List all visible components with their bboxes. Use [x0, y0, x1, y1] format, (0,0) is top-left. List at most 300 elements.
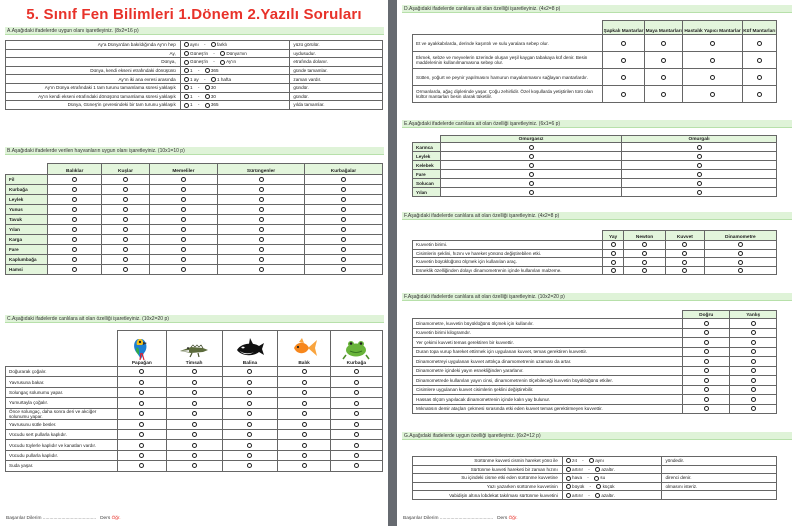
answer-circle[interactable]: [72, 237, 77, 242]
answer-circle[interactable]: [566, 467, 571, 472]
answer-cell[interactable]: [683, 328, 730, 338]
answer-cell[interactable]: [278, 387, 330, 397]
answer-cell[interactable]: [222, 461, 278, 471]
answer-cell[interactable]: [222, 450, 278, 460]
answer-circle[interactable]: [247, 411, 252, 416]
answer-circle[interactable]: [259, 247, 264, 252]
answer-circle[interactable]: [139, 401, 144, 406]
answer-circle[interactable]: [757, 58, 762, 63]
answer-circle[interactable]: [192, 369, 197, 374]
answer-cell[interactable]: [742, 86, 776, 103]
answer-cell[interactable]: [704, 258, 776, 267]
answer-cell[interactable]: [118, 419, 167, 429]
answer-cell[interactable]: [622, 152, 777, 161]
answer-cell[interactable]: [149, 185, 218, 195]
answer-circle[interactable]: [181, 257, 186, 262]
answer-cell[interactable]: [304, 265, 382, 275]
answer-circle[interactable]: [139, 422, 144, 427]
answer-cell[interactable]: [665, 258, 704, 267]
answer-cell[interactable]: [48, 205, 102, 215]
answer-circle[interactable]: [704, 330, 709, 335]
answer-cell[interactable]: [441, 143, 622, 152]
answer-cell[interactable]: [218, 215, 305, 225]
answer-circle[interactable]: [661, 75, 666, 80]
answer-cell[interactable]: [603, 241, 624, 250]
answer-cell[interactable]: [304, 215, 382, 225]
answer-circle[interactable]: [211, 42, 216, 47]
answer-circle[interactable]: [704, 349, 709, 354]
answer-cell[interactable]: [48, 175, 102, 185]
answer-cell[interactable]: [624, 241, 666, 250]
answer-circle[interactable]: [205, 68, 210, 73]
answer-cell[interactable]: [166, 429, 222, 439]
answer-cell[interactable]: [441, 188, 622, 197]
answer-circle[interactable]: [184, 103, 189, 108]
answer-circle[interactable]: [704, 406, 709, 411]
answer-cell[interactable]: [730, 357, 777, 367]
answer-cell[interactable]: [218, 175, 305, 185]
answer-cell[interactable]: [730, 338, 777, 348]
answer-circle[interactable]: [661, 41, 666, 46]
answer-circle[interactable]: [259, 257, 264, 262]
answer-cell[interactable]: [730, 376, 777, 386]
answer-circle[interactable]: [529, 154, 534, 159]
answer-cell[interactable]: [330, 367, 382, 377]
answer-circle[interactable]: [751, 340, 756, 345]
answer-cell[interactable]: [730, 385, 777, 395]
answer-circle[interactable]: [611, 251, 616, 256]
answer-circle[interactable]: [710, 41, 715, 46]
answer-cell[interactable]: [683, 35, 742, 52]
answer-cell[interactable]: [118, 461, 167, 471]
answer-cell[interactable]: [222, 367, 278, 377]
answer-cell[interactable]: [622, 170, 777, 179]
answer-cell[interactable]: [330, 429, 382, 439]
answer-circle[interactable]: [757, 92, 762, 97]
answer-circle[interactable]: [181, 237, 186, 242]
answer-circle[interactable]: [710, 58, 715, 63]
answer-circle[interactable]: [704, 321, 709, 326]
answer-circle[interactable]: [184, 68, 189, 73]
answer-circle[interactable]: [621, 41, 626, 46]
answer-circle[interactable]: [192, 401, 197, 406]
answer-circle[interactable]: [302, 432, 307, 437]
answer-circle[interactable]: [72, 217, 77, 222]
answer-cell[interactable]: [48, 235, 102, 245]
answer-cell[interactable]: [330, 440, 382, 450]
answer-circle[interactable]: [181, 247, 186, 252]
answer-circle[interactable]: [247, 443, 252, 448]
answer-circle[interactable]: [341, 177, 346, 182]
answer-cell[interactable]: [304, 195, 382, 205]
answer-cell[interactable]: [730, 319, 777, 329]
answer-cell[interactable]: [683, 395, 730, 405]
answer-circle[interactable]: [302, 463, 307, 468]
answer-circle[interactable]: [302, 390, 307, 395]
answer-circle[interactable]: [184, 77, 189, 82]
answer-cell[interactable]: [441, 152, 622, 161]
answer-circle[interactable]: [192, 443, 197, 448]
answer-circle[interactable]: [211, 77, 216, 82]
answer-cell[interactable]: [304, 225, 382, 235]
answer-circle[interactable]: [72, 187, 77, 192]
answer-circle[interactable]: [139, 390, 144, 395]
answer-circle[interactable]: [139, 432, 144, 437]
answer-cell[interactable]: [330, 419, 382, 429]
answer-circle[interactable]: [341, 187, 346, 192]
answer-circle[interactable]: [621, 75, 626, 80]
answer-cell[interactable]: [166, 419, 222, 429]
answer-cell[interactable]: [304, 205, 382, 215]
answer-circle[interactable]: [697, 163, 702, 168]
answer-cell[interactable]: [622, 143, 777, 152]
answer-cell[interactable]: [102, 255, 149, 265]
answer-circle[interactable]: [302, 369, 307, 374]
answer-circle[interactable]: [596, 484, 601, 489]
answer-circle[interactable]: [247, 401, 252, 406]
answer-cell[interactable]: [278, 408, 330, 419]
answer-circle[interactable]: [354, 463, 359, 468]
answer-cell[interactable]: [304, 255, 382, 265]
answer-circle[interactable]: [354, 432, 359, 437]
answer-cell[interactable]: [102, 175, 149, 185]
answer-circle[interactable]: [247, 463, 252, 468]
answer-cell[interactable]: [222, 408, 278, 419]
answer-cell[interactable]: [48, 245, 102, 255]
answer-cell[interactable]: [742, 69, 776, 86]
answer-circle[interactable]: [710, 75, 715, 80]
answer-circle[interactable]: [259, 217, 264, 222]
answer-cell[interactable]: [218, 255, 305, 265]
answer-cell[interactable]: [304, 245, 382, 255]
answer-cell[interactable]: [218, 185, 305, 195]
answer-cell[interactable]: [304, 185, 382, 195]
answer-cell[interactable]: [48, 215, 102, 225]
answer-cell[interactable]: [166, 440, 222, 450]
answer-circle[interactable]: [123, 187, 128, 192]
answer-cell[interactable]: [683, 376, 730, 386]
answer-circle[interactable]: [341, 247, 346, 252]
answer-cell[interactable]: [330, 450, 382, 460]
answer-cell[interactable]: [683, 366, 730, 376]
answer-cell[interactable]: [149, 215, 218, 225]
answer-cell[interactable]: [222, 377, 278, 387]
answer-circle[interactable]: [341, 267, 346, 272]
answer-cell[interactable]: [330, 398, 382, 408]
answer-cell[interactable]: [218, 225, 305, 235]
answer-cell[interactable]: [149, 195, 218, 205]
answer-cell[interactable]: [166, 408, 222, 419]
answer-circle[interactable]: [220, 60, 225, 65]
answer-cell[interactable]: [218, 265, 305, 275]
answer-cell[interactable]: [603, 258, 624, 267]
answer-cell[interactable]: [48, 195, 102, 205]
answer-circle[interactable]: [123, 197, 128, 202]
answer-cell[interactable]: [278, 440, 330, 450]
answer-cell[interactable]: [665, 266, 704, 275]
answer-circle[interactable]: [259, 187, 264, 192]
answer-cell[interactable]: [102, 235, 149, 245]
answer-circle[interactable]: [529, 163, 534, 168]
answer-circle[interactable]: [611, 260, 616, 265]
answer-cell[interactable]: [683, 357, 730, 367]
answer-cell[interactable]: [278, 367, 330, 377]
answer-cell[interactable]: [330, 387, 382, 397]
answer-circle[interactable]: [589, 458, 594, 463]
answer-circle[interactable]: [704, 368, 709, 373]
answer-circle[interactable]: [595, 493, 600, 498]
answer-circle[interactable]: [205, 85, 210, 90]
answer-cell[interactable]: [742, 52, 776, 69]
answer-circle[interactable]: [697, 172, 702, 177]
answer-cell[interactable]: [149, 225, 218, 235]
answer-cell[interactable]: [683, 404, 730, 414]
answer-circle[interactable]: [682, 260, 687, 265]
answer-circle[interactable]: [529, 145, 534, 150]
answer-cell[interactable]: [683, 347, 730, 357]
answer-cell[interactable]: [118, 429, 167, 439]
answer-circle[interactable]: [697, 190, 702, 195]
answer-circle[interactable]: [697, 145, 702, 150]
answer-cell[interactable]: [118, 387, 167, 397]
answer-cell[interactable]: [603, 69, 645, 86]
answer-circle[interactable]: [354, 422, 359, 427]
answer-cell[interactable]: [645, 52, 683, 69]
answer-circle[interactable]: [72, 247, 77, 252]
answer-cell[interactable]: [603, 35, 645, 52]
answer-cell[interactable]: [48, 185, 102, 195]
answer-circle[interactable]: [259, 197, 264, 202]
answer-circle[interactable]: [354, 453, 359, 458]
answer-circle[interactable]: [738, 268, 743, 273]
answer-circle[interactable]: [751, 406, 756, 411]
answer-circle[interactable]: [72, 207, 77, 212]
answer-cell[interactable]: [166, 387, 222, 397]
answer-cell[interactable]: [683, 86, 742, 103]
answer-circle[interactable]: [192, 422, 197, 427]
answer-circle[interactable]: [738, 242, 743, 247]
answer-cell[interactable]: [118, 408, 167, 419]
answer-cell[interactable]: [278, 461, 330, 471]
answer-circle[interactable]: [123, 177, 128, 182]
answer-cell[interactable]: [222, 387, 278, 397]
answer-cell[interactable]: [730, 395, 777, 405]
answer-circle[interactable]: [621, 92, 626, 97]
answer-circle[interactable]: [341, 207, 346, 212]
answer-cell[interactable]: [118, 377, 167, 387]
answer-circle[interactable]: [123, 247, 128, 252]
answer-circle[interactable]: [259, 267, 264, 272]
answer-circle[interactable]: [594, 476, 599, 481]
answer-cell[interactable]: [645, 35, 683, 52]
answer-circle[interactable]: [642, 251, 647, 256]
answer-circle[interactable]: [566, 458, 571, 463]
answer-circle[interactable]: [682, 268, 687, 273]
answer-circle[interactable]: [751, 368, 756, 373]
answer-cell[interactable]: [622, 188, 777, 197]
answer-circle[interactable]: [611, 268, 616, 273]
answer-circle[interactable]: [566, 484, 571, 489]
answer-circle[interactable]: [661, 58, 666, 63]
answer-cell[interactable]: [645, 69, 683, 86]
answer-cell[interactable]: [166, 450, 222, 460]
answer-circle[interactable]: [247, 369, 252, 374]
answer-circle[interactable]: [682, 242, 687, 247]
answer-circle[interactable]: [205, 94, 210, 99]
answer-cell[interactable]: [102, 195, 149, 205]
answer-cell[interactable]: [118, 367, 167, 377]
answer-circle[interactable]: [259, 177, 264, 182]
answer-cell[interactable]: [218, 195, 305, 205]
answer-circle[interactable]: [757, 41, 762, 46]
answer-cell[interactable]: [683, 338, 730, 348]
answer-cell[interactable]: [330, 461, 382, 471]
answer-circle[interactable]: [72, 257, 77, 262]
answer-circle[interactable]: [529, 190, 534, 195]
answer-circle[interactable]: [139, 411, 144, 416]
answer-cell[interactable]: [278, 450, 330, 460]
answer-cell[interactable]: [166, 367, 222, 377]
answer-cell[interactable]: [102, 245, 149, 255]
answer-circle[interactable]: [184, 94, 189, 99]
answer-circle[interactable]: [302, 422, 307, 427]
answer-cell[interactable]: [149, 265, 218, 275]
answer-circle[interactable]: [757, 75, 762, 80]
answer-circle[interactable]: [354, 411, 359, 416]
answer-cell[interactable]: [222, 440, 278, 450]
answer-cell[interactable]: [683, 319, 730, 329]
answer-cell[interactable]: [48, 265, 102, 275]
answer-circle[interactable]: [247, 380, 252, 385]
answer-cell[interactable]: [102, 185, 149, 195]
answer-cell[interactable]: [683, 385, 730, 395]
answer-circle[interactable]: [259, 227, 264, 232]
answer-cell[interactable]: [441, 179, 622, 188]
answer-circle[interactable]: [341, 237, 346, 242]
answer-cell[interactable]: [222, 398, 278, 408]
answer-circle[interactable]: [220, 51, 225, 56]
answer-cell[interactable]: [742, 35, 776, 52]
answer-circle[interactable]: [123, 237, 128, 242]
answer-cell[interactable]: [149, 245, 218, 255]
answer-cell[interactable]: [624, 258, 666, 267]
answer-circle[interactable]: [302, 443, 307, 448]
answer-cell[interactable]: [222, 419, 278, 429]
answer-circle[interactable]: [139, 380, 144, 385]
answer-circle[interactable]: [123, 207, 128, 212]
answer-circle[interactable]: [621, 58, 626, 63]
answer-cell[interactable]: [218, 245, 305, 255]
answer-circle[interactable]: [354, 401, 359, 406]
answer-circle[interactable]: [192, 390, 197, 395]
answer-circle[interactable]: [259, 207, 264, 212]
answer-cell[interactable]: [603, 52, 645, 69]
answer-circle[interactable]: [139, 453, 144, 458]
answer-circle[interactable]: [181, 267, 186, 272]
answer-circle[interactable]: [181, 207, 186, 212]
answer-circle[interactable]: [751, 359, 756, 364]
answer-circle[interactable]: [710, 92, 715, 97]
answer-circle[interactable]: [738, 251, 743, 256]
answer-circle[interactable]: [566, 476, 571, 481]
answer-cell[interactable]: [102, 205, 149, 215]
answer-circle[interactable]: [184, 60, 189, 65]
answer-circle[interactable]: [566, 493, 571, 498]
answer-circle[interactable]: [704, 340, 709, 345]
answer-circle[interactable]: [184, 85, 189, 90]
answer-cell[interactable]: [704, 241, 776, 250]
answer-circle[interactable]: [181, 187, 186, 192]
answer-cell[interactable]: [441, 170, 622, 179]
answer-circle[interactable]: [529, 181, 534, 186]
answer-circle[interactable]: [642, 242, 647, 247]
answer-circle[interactable]: [123, 227, 128, 232]
answer-circle[interactable]: [192, 380, 197, 385]
answer-circle[interactable]: [247, 432, 252, 437]
answer-circle[interactable]: [72, 197, 77, 202]
answer-circle[interactable]: [354, 390, 359, 395]
answer-cell[interactable]: [730, 404, 777, 414]
answer-circle[interactable]: [341, 257, 346, 262]
answer-circle[interactable]: [192, 432, 197, 437]
answer-cell[interactable]: [704, 266, 776, 275]
answer-cell[interactable]: [622, 161, 777, 170]
answer-cell[interactable]: [102, 215, 149, 225]
answer-cell[interactable]: [218, 235, 305, 245]
answer-cell[interactable]: [330, 377, 382, 387]
answer-circle[interactable]: [192, 453, 197, 458]
answer-cell[interactable]: [278, 398, 330, 408]
answer-cell[interactable]: [48, 255, 102, 265]
answer-cell[interactable]: [166, 398, 222, 408]
answer-circle[interactable]: [259, 237, 264, 242]
answer-circle[interactable]: [704, 378, 709, 383]
answer-circle[interactable]: [529, 172, 534, 177]
answer-circle[interactable]: [751, 397, 756, 402]
answer-cell[interactable]: [603, 86, 645, 103]
answer-cell[interactable]: [665, 249, 704, 258]
answer-circle[interactable]: [302, 411, 307, 416]
answer-circle[interactable]: [181, 197, 186, 202]
answer-circle[interactable]: [341, 227, 346, 232]
answer-circle[interactable]: [181, 177, 186, 182]
answer-cell[interactable]: [222, 429, 278, 439]
answer-cell[interactable]: [278, 429, 330, 439]
answer-cell[interactable]: [166, 461, 222, 471]
answer-circle[interactable]: [751, 378, 756, 383]
answer-circle[interactable]: [247, 390, 252, 395]
answer-circle[interactable]: [123, 217, 128, 222]
answer-circle[interactable]: [181, 217, 186, 222]
answer-circle[interactable]: [72, 177, 77, 182]
answer-cell[interactable]: [704, 249, 776, 258]
answer-circle[interactable]: [302, 453, 307, 458]
answer-cell[interactable]: [330, 408, 382, 419]
answer-circle[interactable]: [123, 267, 128, 272]
answer-circle[interactable]: [751, 321, 756, 326]
answer-circle[interactable]: [354, 380, 359, 385]
answer-circle[interactable]: [661, 92, 666, 97]
answer-cell[interactable]: [304, 175, 382, 185]
answer-circle[interactable]: [72, 227, 77, 232]
answer-circle[interactable]: [595, 467, 600, 472]
answer-circle[interactable]: [247, 453, 252, 458]
answer-cell[interactable]: [624, 249, 666, 258]
answer-cell[interactable]: [118, 450, 167, 460]
answer-circle[interactable]: [302, 380, 307, 385]
answer-cell[interactable]: [730, 366, 777, 376]
answer-circle[interactable]: [751, 349, 756, 354]
